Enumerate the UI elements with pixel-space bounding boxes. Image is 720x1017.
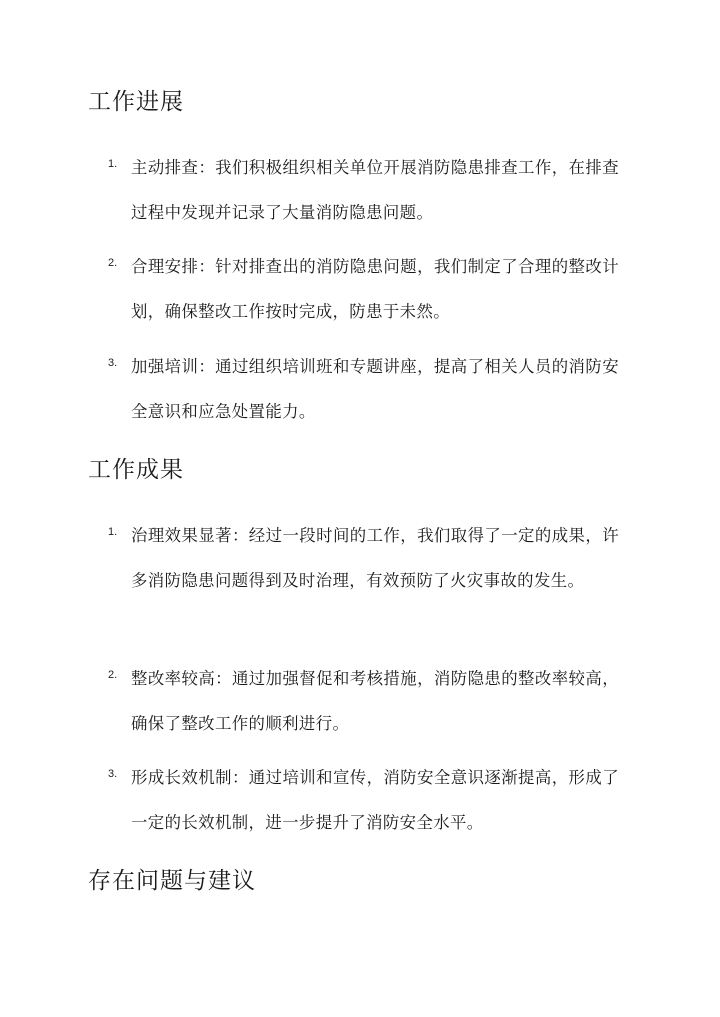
list-item-number: 3. <box>108 768 118 780</box>
list-item-number: 1. <box>108 526 118 538</box>
list-item-text: 治理效果显著：经过一段时间的工作，我们取得了一定的成果，许多消防隐患问题得到及时治理，有效预防了火灾事故的发生。 <box>131 526 619 590</box>
list-item-number: 2. <box>108 669 118 681</box>
list-item-text: 整改率较高：通过加强督促和考核措施，消防隐患的整改率较高，确保了整改工作的顺利进行。 <box>131 669 619 733</box>
section-heading-issues: 存在问题与建议 <box>88 868 256 894</box>
list-item-number: 2. <box>108 257 118 269</box>
list-item-number: 1. <box>108 158 118 170</box>
section-heading-results: 工作成果 <box>88 457 184 483</box>
list-item-text: 合理安排：针对排查出的消防隐患问题，我们制定了合理的整改计划，确保整改工作按时完成，防患于未然。 <box>131 257 619 321</box>
section-heading-progress: 工作进展 <box>88 89 184 115</box>
list-item-text: 形成长效机制：通过培训和宣传，消防安全意识逐渐提高，形成了一定的长效机制，进一步提升了消防安全水平。 <box>131 768 619 832</box>
list-item-text: 加强培训：通过组织培训班和专题讲座，提高了相关人员的消防安全意识和应急处置能力。 <box>131 357 619 421</box>
list-item-text: 主动排查：我们积极组织相关单位开展消防隐患排查工作，在排查过程中发现并记录了大量消防隐患问题。 <box>131 158 619 222</box>
list-item-number: 3. <box>108 357 118 369</box>
